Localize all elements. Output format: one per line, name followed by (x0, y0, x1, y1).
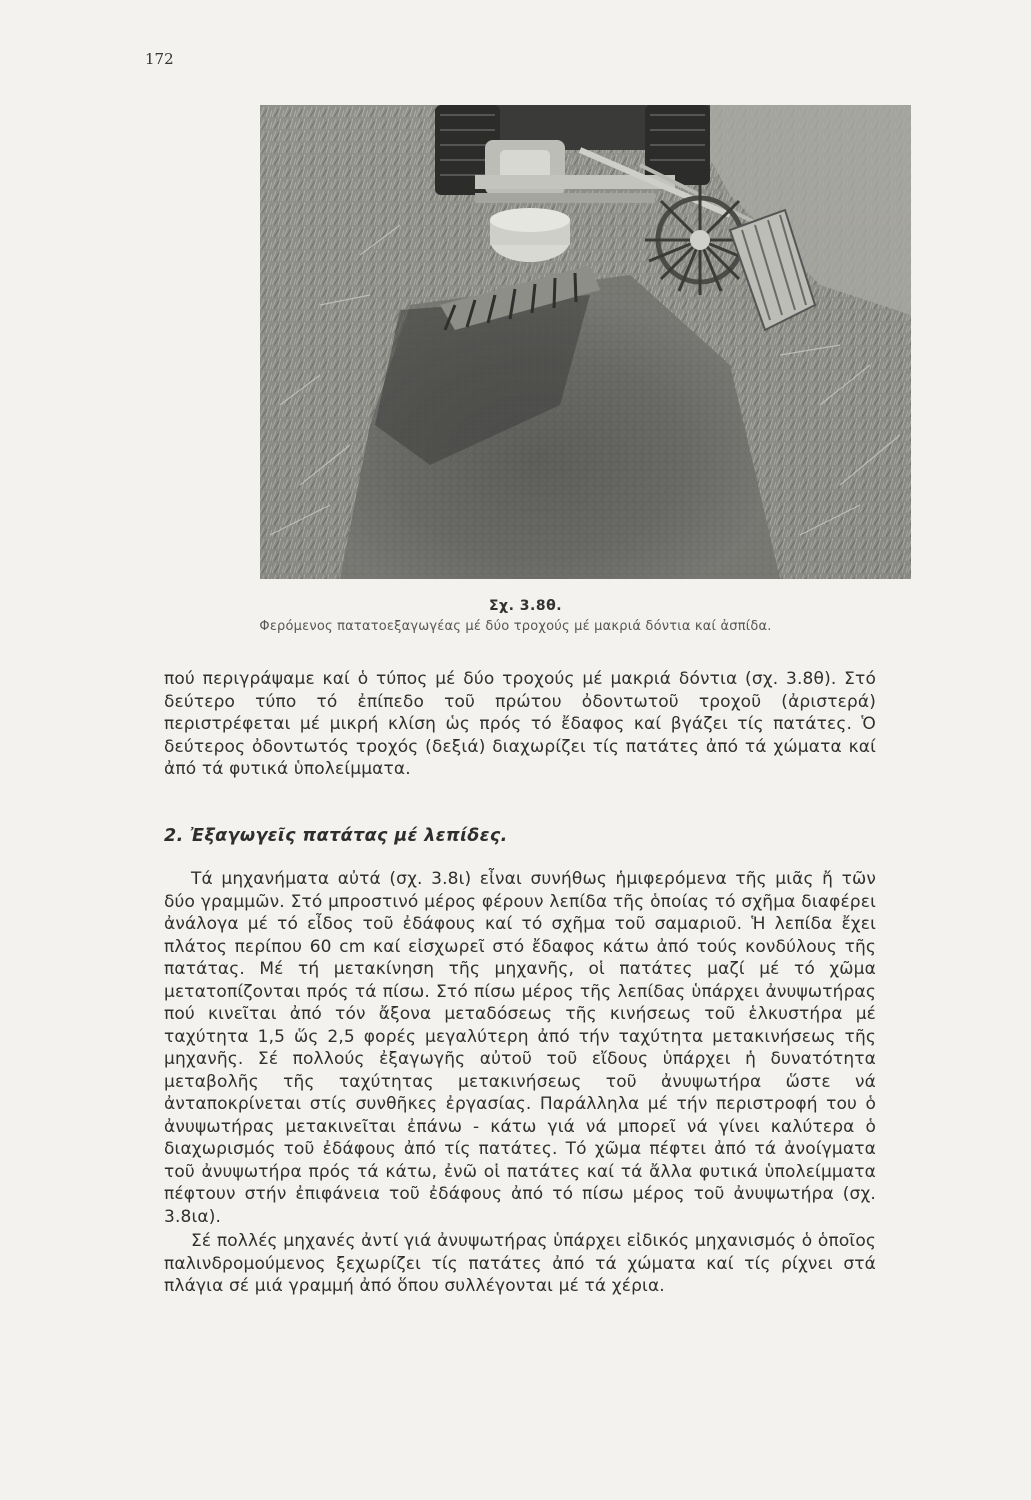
figure-caption-text: Φερόμενος πατατοεξαγωγέας μέ δύο τροχούς μέ μακριά δόντια καί ἀσπίδα. (259, 619, 772, 634)
paragraph-1-text: πού περιγράψαμε καί ὁ τύπος μέ δύο τροχούς μέ μακριά δόντια (σχ. 3.8θ). Στό δεύτερο τύπο τό ἐπίπεδο τοῦ πρώτου ὀδοντωτοῦ τροχοῦ (ἀριστερά) περιστρέφεται μέ μικρή κλίση ὡς πρός τό ἔδαφος καί βγάζει τίς πατάτες. Ὁ δεύτερος ὀδοντωτός τροχός (δεξιά) διαχωρίζει τίς πατάτες ἀπό τά χώματα καί ἀπό τά φυτικά ὑπολείμματα. (164, 669, 876, 779)
paragraph-2-text: Τά μηχανήματα αὐτά (σχ. 3.8ι) εἶναι συνήθως ἡμιφερόμενα τῆς μιᾶς ἤ τῶν δύο γραμμῶν. Στό μπροστινό μέρος φέρουν λεπίδα τῆς ὁποίας τό σχῆμα διαφέρει ἀνάλογα μέ τό εἶδος τοῦ ἐδάφους καί τό σχῆμα τοῦ σαμαριοῦ. Ἡ λεπίδα ἔχει πλάτος περίπου 60 cm καί εἰσχωρεῖ στό ἔδαφος κάτω ἀπό τούς κονδύλους τῆς πατάτας. Μέ τή μετακίνηση τῆς μηχανῆς, οἱ πατάτες μαζί μέ τό χῶμα μετατοπίζονται πρός τά πίσω. Στό πίσω μέρος τῆς λεπίδας ὑπάρχει ἀνυψωτήρας πού κινεῖται ἀπό τόν ἄξονα μεταδόσεως τῆς κινήσεως τοῦ ἑλκυστήρα μέ ταχύτητα 1,5 ὥς 2,5 φορές μεγαλύτερη ἀπό τήν ταχύτητα μετακινήσεως τῆς μηχανῆς. Σέ πολλούς ἐξαγωγῆς αὐτοῦ τοῦ εἴδους ὑπάρχει ἡ δυνατότητα μεταβολῆς τῆς ταχύτητας μετακινήσεως τοῦ ἀνυψωτήρα ὥστε νά ἀνταποκρίνεται στίς συνθῆκες ἐργασίας. Παράλληλα μέ τήν περιστροφή του ὁ ἀνυψωτήρας μετακινεῖται ἐπάνω - κάτω γιά νά μπορεῖ νά γίνει καλύτερα ὁ διαχωρισμός τοῦ ἐδάφους ἀπό τίς πατάτες. Τό χῶμα πέφτει ἀπό τά ἀνοίγματα τοῦ ἀνυψωτήρα πρός τά κάτω, ἐνῶ οἱ πατάτες καί τά ἄλλα φυτικά ὑπολείμματα πέφτουν στήν ἐπιφάνεια τοῦ ἐδάφους ἀπό τό πίσω μέρος τοῦ ἀνυψωτήρα (σχ. 3.8ια). (164, 869, 876, 1227)
page-number: 172 (145, 50, 174, 68)
figure-label: Σχ. 3.8θ. (488, 598, 563, 614)
section-heading: 2. Ἐξαγωγεῖς πατάτας μέ λεπίδες. (164, 826, 508, 846)
paragraph-1 (164, 668, 876, 781)
figure-photo (260, 105, 911, 579)
paragraph-3 (164, 1230, 876, 1298)
potato-harvester-photo (260, 105, 911, 579)
figure-caption (0, 598, 1031, 634)
paragraph-3-text: Σέ πολλές μηχανές ἀντί γιά ἀνυψωτήρας ὑπάρχει εἰδικός μηχανισμός ὁ ὁποῖος παλινδρομούμενος ξεχωρίζει τίς πατάτες ἀπό τά χώματα καί τίς ρίχνει στά πλάγια σέ μιά γραμμή ἀπό ὅπου συλλέγονται μέ τά χέρια. (164, 1231, 876, 1296)
paragraph-2 (164, 868, 876, 1228)
